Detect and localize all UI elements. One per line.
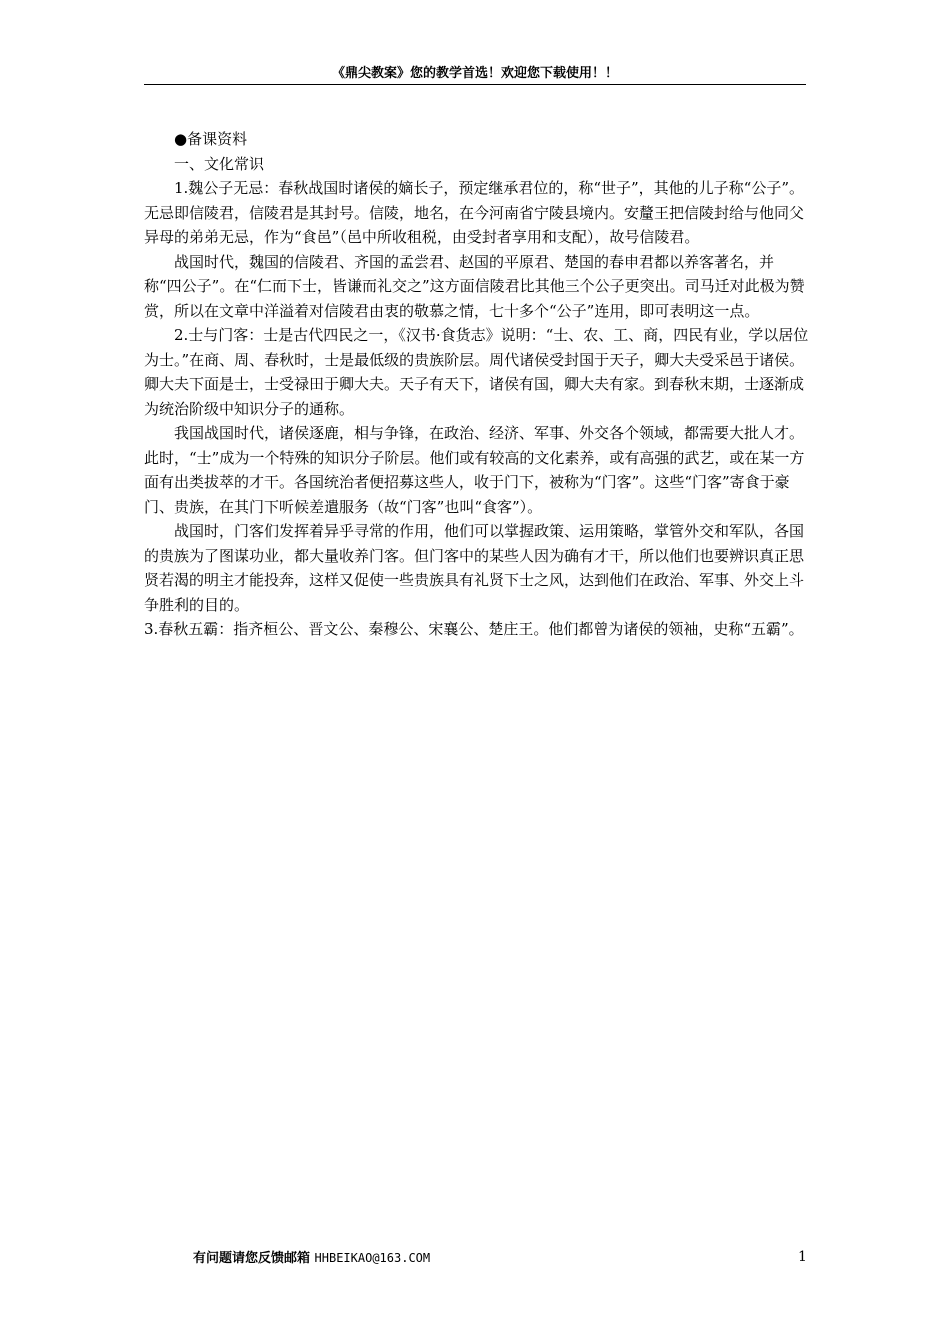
document-body [144, 127, 810, 642]
paragraph-four-gongzi: 战国时代，魏国的信陵君、齐国的孟尝君、赵国的平原君、楚国的春申君都以养客著名，并称“四公子”。在“仁而下士，皆谦而礼交之”这方面信陵君比其他三个公子更突出。司马迁对此极为赞赏，所以在文章中洋溢着对信陵君由衷的敬慕之情，七十多个“公子”连用，即可表明这一点。 [144, 252, 805, 320]
paragraph-menke-role: 战国时，门客们发挥着异乎寻常的作用，他们可以掌握政策、运用策略，掌管外交和军队，各国的贵族为了图谋功业，都大量收养门客。但门客中的某些人因为确有才干，所以他们也要辨识真正思贤若渴的明主才能投奔，这样又促使一些贵族具有礼贤下士之风，达到他们在政治、军事、外交上斗争胜利的目的。 [144, 522, 805, 614]
header-rule [144, 84, 806, 85]
section-title: ●备课资料 [174, 130, 248, 148]
footer-email-line [193, 1250, 430, 1267]
paragraph-shi-menke: 2.士与门客：士是古代四民之一，《汉书·食货志》说明：“士、农、工、商，四民有业，学以居位为士。”在商、周、春秋时，士是最低级的贵族阶层。周代诸侯受封国于天子，卿大夫受采邑于诸侯。卿大夫下面是士，士受禄田于卿大夫。天子有天下，诸侯有国，卿大夫有家。到春秋末期，士逐渐成为统治阶级中知识分子的通称。 [144, 326, 809, 418]
subsection-title: 一、文化常识 [174, 154, 265, 173]
page-header: 《鼎尖教案》您的教学首选！欢迎您下载使用！！ [331, 66, 618, 81]
page-number: 1 [798, 1249, 807, 1265]
paragraph-five-hegemons: 3.春秋五霸：指齐桓公、晋文公、秦穆公、宋襄公、楚庄王。他们都曾为诸侯的领袖，史称“五霸”。 [144, 620, 804, 638]
paragraph-warring-states: 我国战国时代，诸侯逐鹿，相与争锋，在政治、经济、军事、外交各个领域，都需要大批人才。此时，“士”成为一个特殊的知识分子阶层。他们或有较高的文化素养，或有高强的武艺，或在某一方面有出类拔萃的才干。各国统治者便招募这些人，收于门下，被称为“门客”。这些“门客”寄食于豪门、贵族，在其门下听候差遣服务（故“门客”也叫“食客”）。 [144, 424, 805, 516]
paragraph-wei-gongzi: 1.魏公子无忌：春秋战国时诸侯的嫡长子，预定继承君位的，称“世子”，其他的儿子称“公子”。无忌即信陵君，信陵君是其封号。信陵，地名，在今河南省宁陵县境内。安釐王把信陵封给与他同父异母的弟弟无忌，作为“食邑”（邑中所收租税，由受封者享用和支配），故号信陵君。 [144, 179, 805, 246]
footer-email-label: 有问题请您反馈邮箱 [193, 1251, 315, 1266]
footer-email-address: HHBEIKAO@163.COM [314, 1251, 431, 1265]
